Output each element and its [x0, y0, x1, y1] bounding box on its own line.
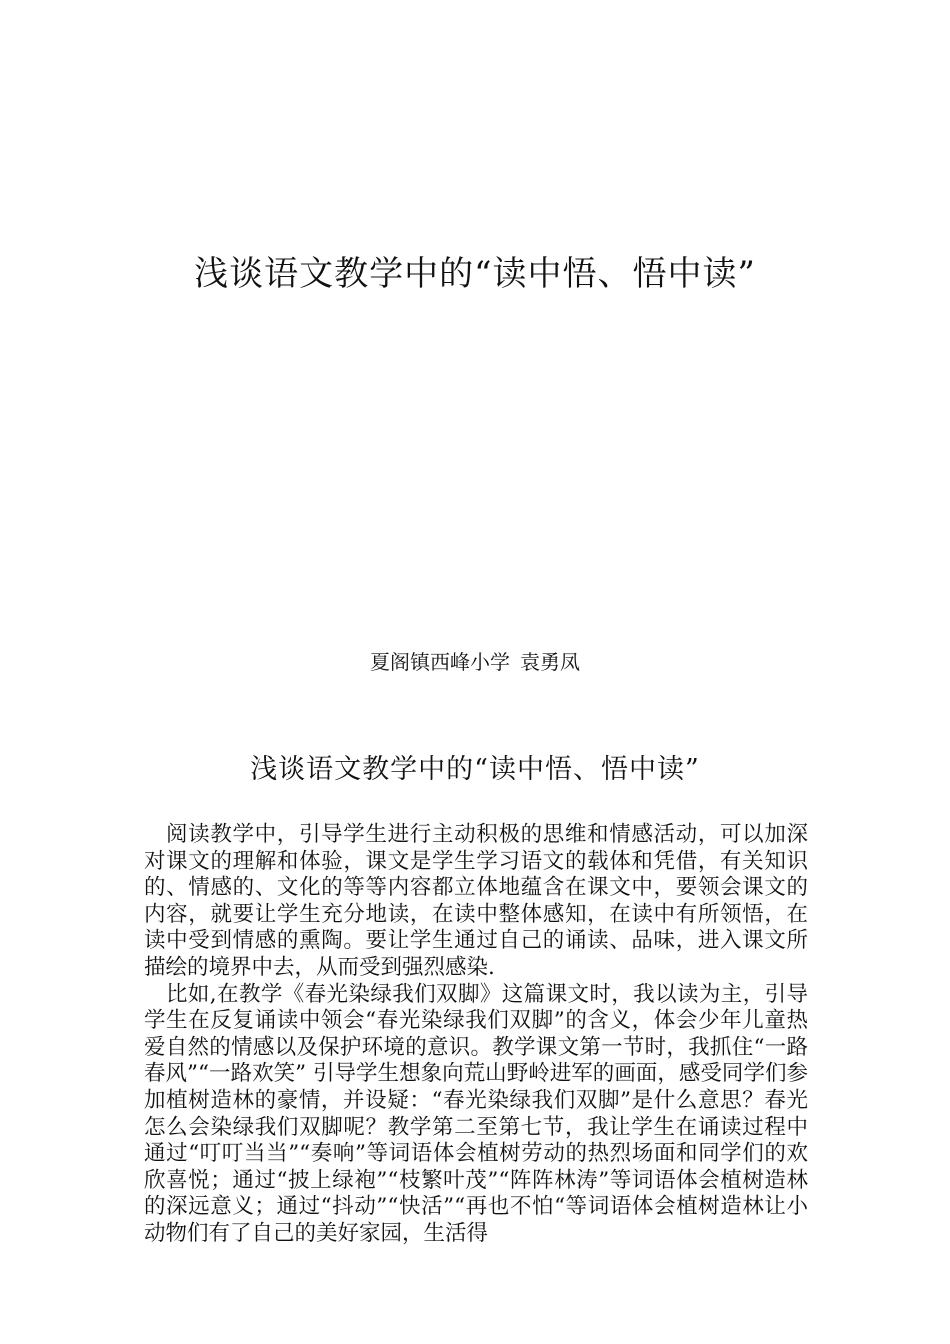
document-title: 浅谈语文教学中的“读中悟、悟中读”	[194, 254, 756, 294]
author-school: 夏阁镇西峰小学	[370, 650, 510, 674]
article-body	[144, 822, 808, 1248]
author-name: 袁勇凤	[520, 650, 580, 674]
author-line	[0, 648, 950, 676]
paragraph: 比如,在教学《春光染绿我们双脚》这篇课文时，我以读为主，引导学生在反复诵读中领会“春光染绿我们双脚”的含义，体会少年儿童热爱自然的情感以及保护环境的意识。教学课文第一节时，我抓住“一路春风”“一路欢笑” 引导学生想象向荒山野岭进军的画面，感受同学们参加植树造林的豪情，并设疑：“春光染绿我们双脚”是什么意思？春光怎么会染绿我们双脚呢？教学第二至第七节，我让学生在诵读过程中通过“叮叮当当”“奏响”等词语体会植树劳动的热烈场面和同学们的欢欣喜悦；通过“披上绿袍”“枝繁叶茂”“阵阵林涛”等词语体会植树造林的深远意义；通过“抖动”“快活”“再也不怕“等词语体会植树造林让小动物们有了自己的美好家园，生活得	[144, 981, 808, 1246]
article-title: 浅谈语文教学中的“读中悟、悟中读”	[250, 754, 700, 785]
paragraph: 阅读教学中，引导学生进行主动积极的思维和情感活动，可以加深对课文的理解和体验，课文是学生学习语文的载体和凭借，有关知识的、情感的、文化的等等内容都立体地蕴含在课文中，要领会课文的内容，就要让学生充分地读，在读中整体感知，在读中有所领悟，在读中受到情感的熏陶。要让学生通过自己的诵读、品味，进入课文所描绘的境界中去，从而受到强烈感染.	[144, 822, 808, 980]
